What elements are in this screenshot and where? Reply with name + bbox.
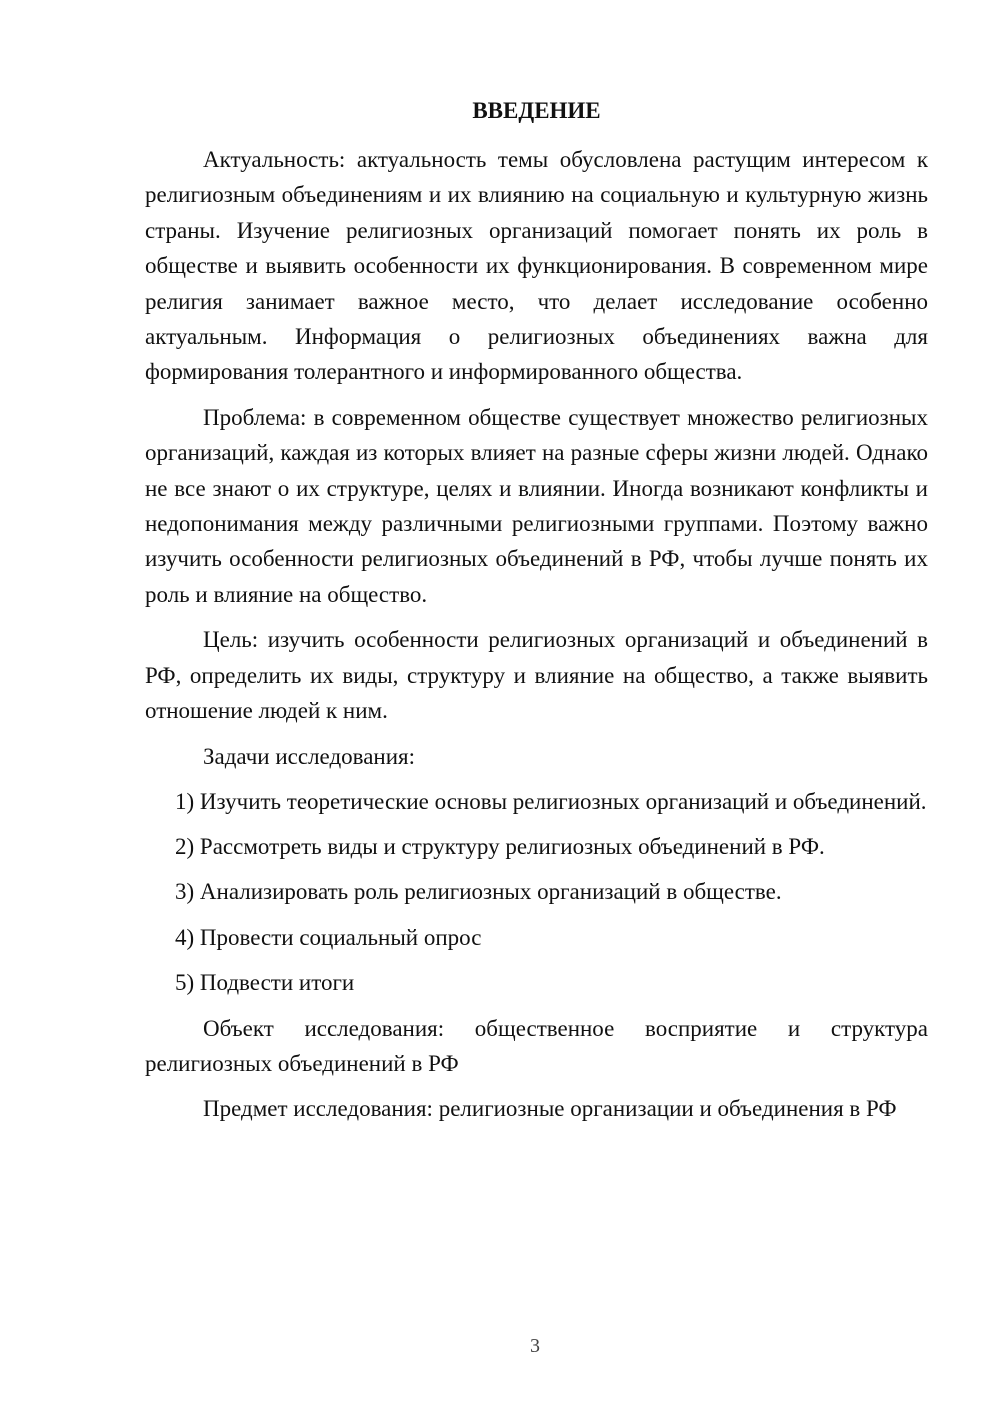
relevance-paragraph: Актуальность: актуальность темы обусловлена растущим интересом к религиозным объединениям и их влиянию на социальную и культурную жизнь страны. Изучение религиозных организаций помогает понять их роль в обществе и выявить особенности их функционирования. В современном мире религия занимает важное место, что делает исследование особенно актуальным. Информация о религиозных объединениях важна для формирования толерантного и информированного общества.: [145, 147, 928, 385]
task-item-3: 3) Анализировать роль религиозных организаций в обществе.: [175, 879, 782, 905]
task-item-1: 1) Изучить теоретические основы религиозных организаций и объединений.: [175, 788, 927, 814]
task-item-2: 2) Рассмотреть виды и структуру религиозных объединений в РФ.: [175, 833, 825, 859]
subject-paragraph: Предмет исследования: религиозные организации и объединения в РФ: [203, 1096, 897, 1122]
object-paragraph: Объект исследования: общественное восприятие и структура религиозных объединений в РФ: [145, 1015, 928, 1076]
tasks-heading: Задачи исследования:: [203, 743, 416, 769]
task-item-5: 5) Подвести итоги: [175, 970, 355, 996]
section-title: ВВЕДЕНИЕ: [472, 98, 601, 123]
page-number: 3: [530, 1335, 540, 1357]
document-page: [145, 96, 928, 1137]
goal-paragraph: Цель: изучить особенности религиозных организаций и объединений в РФ, определить их виды, структуру и влияние на общество, а также выявить отношение людей к ним.: [145, 627, 928, 724]
task-item-4: 4) Провести социальный опрос: [175, 924, 482, 950]
problem-paragraph: Проблема: в современном обществе существует множество религиозных организаций, каждая из которых влияет на разные сферы жизни людей. Однако не все знают о их структуре, целях и влиянии. Иногда возникают конфликты и недопонимания между различными религиозными группами. Поэтому важно изучить особенности религиозных объединений в РФ, чтобы лучше понять их роль и влияние на общество.: [145, 404, 928, 607]
